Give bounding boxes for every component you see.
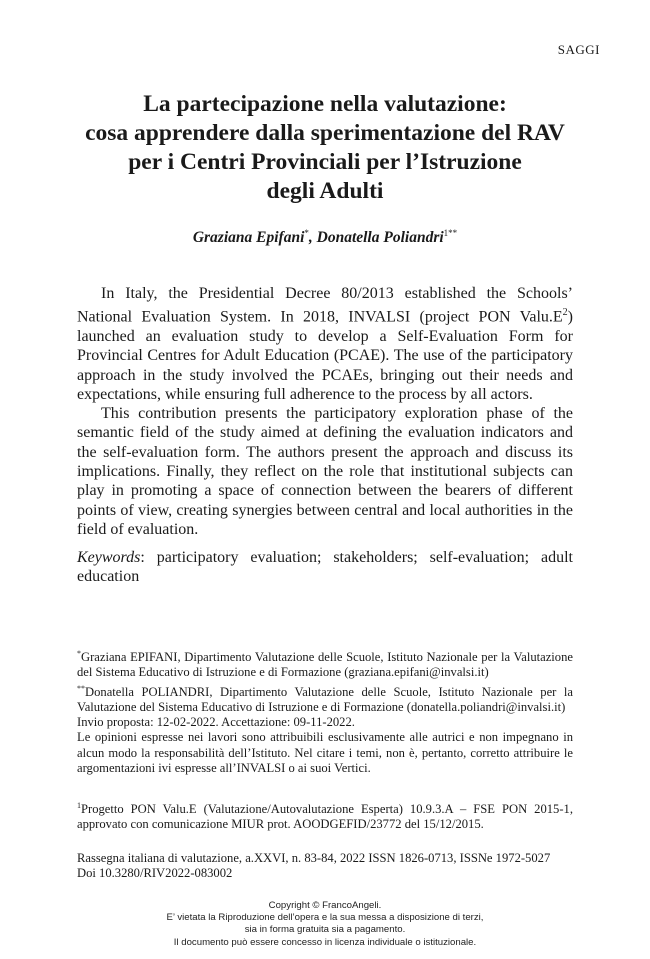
abstract-paragraph (77, 284, 573, 404)
copyright-line: E’ vietata la Riproduzione dell’opera e la sua messa a disposizione di terzi, (166, 912, 484, 924)
author-separator: , (308, 229, 317, 247)
journal-info (77, 851, 597, 881)
submission-dates: Invio proposta: 12-02-2022. Accettazione: 09-11-2022. (77, 715, 355, 730)
keywords-label: Keywords (77, 549, 141, 566)
title-line: La partecipazione nella valutazione: (143, 91, 507, 117)
author-name: Graziana Epifani (192, 229, 305, 247)
keywords-text: : participatory evaluation; stakeholders; self-evaluation; adult education (77, 549, 573, 586)
running-head: SAGGI (557, 42, 600, 57)
article-title (50, 90, 600, 206)
copyright-line: sia in forma gratuita sia a pagamento. (244, 924, 406, 936)
footnotes (77, 646, 573, 776)
abstract-text: ) launched an evaluation study to develop a Self-Evaluation Form for Provincial Centres for Adult Education (PCAE). The use of the participatory approach in the study involved the PCAEs, bringing out their needs and expectations, while ensuring full adherence to the process by all actors. (77, 308, 573, 403)
abstract-paragraph: This contribution presents the participatory exploration phase of the semantic field of the study aimed at defining the evaluation indicators and the self-evaluation form. The authors present the approach and discuss its implications. Finally, they reflect on the role that institutional subjects can play in promoting a space of connection between the bearers of different points of view, creating synergies between central and local authorities in the field of evaluation. (77, 405, 573, 538)
abstract (77, 284, 573, 539)
journal-doi: Doi 10.3280/RIV2022-083002 (77, 866, 233, 881)
copyright-line: Il documento può essere concesso in licenza individuale o istituzionale. (173, 936, 477, 948)
copyright-notice (50, 900, 600, 949)
footnote-ref: 2 (562, 307, 568, 319)
copyright-line: Copyright © FrancoAngeli. (268, 900, 382, 911)
journal-citation: Rassegna italiana di valutazione, a.XXVI, n. 83-84, 2022 ISSN 1826-0713, ISSNe 1972-5027 (77, 851, 551, 865)
footnote-author2 (77, 681, 573, 716)
footnote-text: Graziana EPIFANI, Dipartimento Valutazione delle Scuole, Istituto Nazionale per la Valutazione del Sistema Educativo di Istruzione e di Formazione (graziana.epifani@invalsi.it) (77, 650, 573, 680)
title-line: per i Centri Provinciali per l’Istruzione (128, 149, 522, 175)
footnote-text: Progetto PON Valu.E (Valutazione/Autovalutazione Esperta) 10.9.3.A – FSE PON 2015-1, approvato con comunicazione MIUR prot. AOODGEFID/23772 del 15/12/2015. (77, 802, 573, 832)
keywords (77, 548, 573, 587)
author-footnote-mark: * (304, 228, 309, 238)
title-line: cosa apprendere dalla sperimentazione del RAV (85, 120, 565, 146)
footnote-1 (77, 798, 573, 833)
footnote-mark: * (77, 649, 81, 658)
footnote-author1 (77, 646, 573, 681)
title-line: degli Adulti (266, 178, 384, 204)
footnote-text: Donatella POLIANDRI, Dipartimento Valutazione delle Scuole, Istituto Nazionale per la Valutazione del Sistema Educativo di Istruzione e di Formazione (donatella.poliandri@invalsi.it) (77, 684, 573, 714)
author-name: Donatella Poliandri (316, 229, 444, 247)
footnote-mark: ** (77, 683, 85, 693)
author-footnote-mark: 1** (443, 228, 458, 238)
author-line (50, 228, 600, 247)
footnote-mark: 1 (77, 801, 81, 810)
disclaimer: Le opinioni espresse nei lavori sono attribuibili esclusivamente alle autrici e non impegnano in alcun modo la responsabilità dell’Istituto. Nel citare i temi, non è, pertanto, corretto attribuire le argomentazioni ivi espresse all’INVALSI o ai suoi Vertici. (77, 730, 573, 775)
abstract-text: In Italy, the Presidential Decree 80/2013 established the Schools’ National Evaluation System. In 2018, INVALSI (project PON Valu.E (77, 285, 573, 326)
